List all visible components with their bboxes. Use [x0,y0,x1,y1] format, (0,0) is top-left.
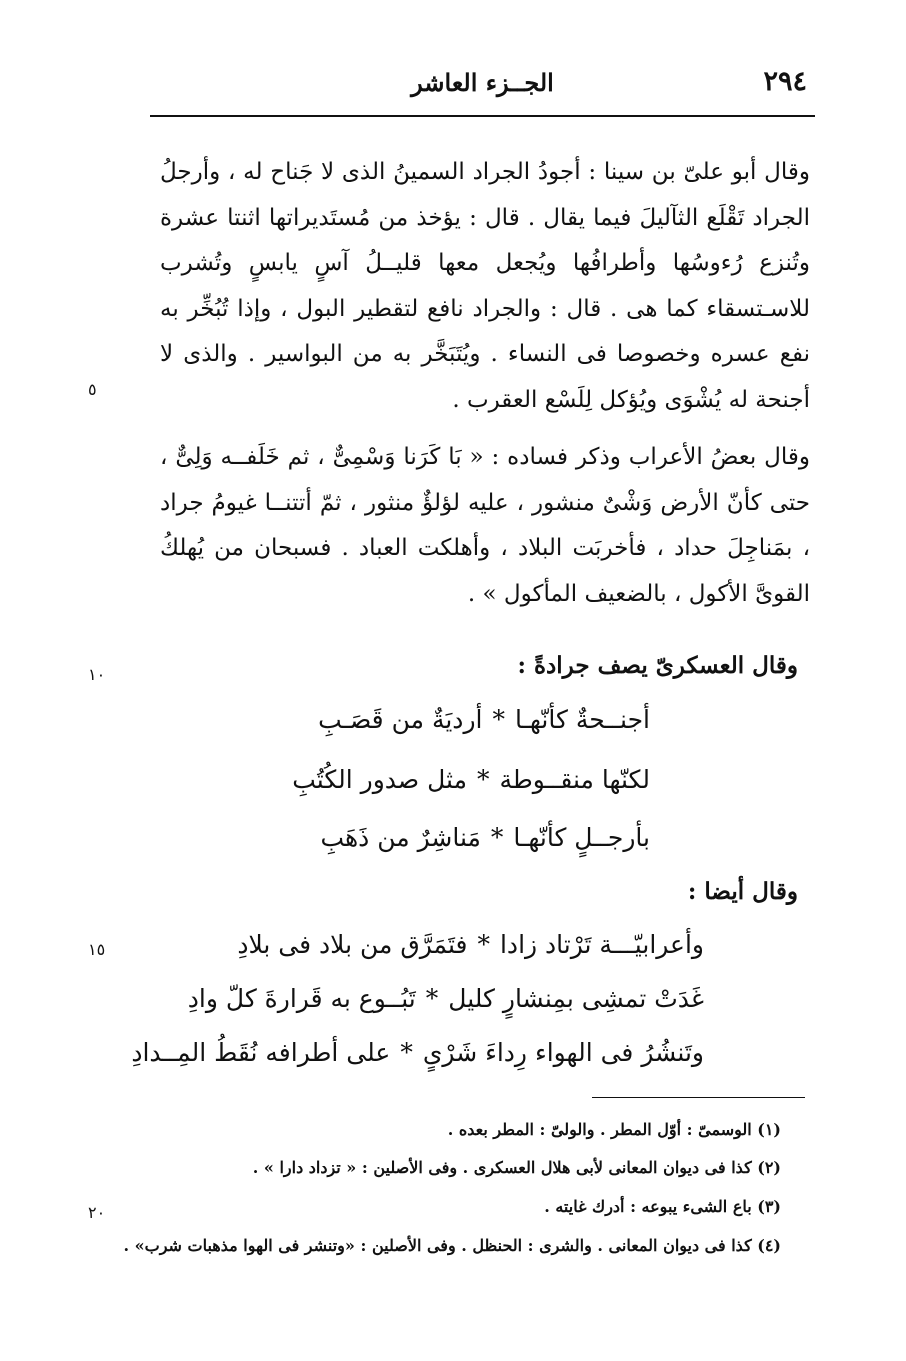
footnote-rule [592,1097,805,1098]
paragraph-ibn-sina: وقال أبو علىّ بن سينا : أجودُ الجراد السمينُ الذى لا جَناح له ، وأرجلُ الجراد تَقْلَع الثآليلَ فيما يقال . قال : يؤخذ من مُستَديراتها اثنتا عشرة وتُنزع رُءوسُها وأطرافُها ويُجعل معها قليــلُ آسٍ يابسٍ وتُشرب للاسـتسقاء كما هى . قال : والجراد نافع لتقطير البول ، وإذا تُبُخِّر به نفع عسره وخصوصا فى النساء . ويُتَبَخَّر به من البواسير . والذى لا أجنحة له يُشْوَى ويُؤكل لِلَسْع العقرب . [160,159,810,413]
poem1-intro: وقال العسكرىّ يصف جرادةً : [517,652,798,679]
footnote-4: (٤) كذا فى ديوان المعانى . والشرى : الحنظل . وفى الأصلين : «وتنشر فى الهوا مذهبات شرب» . [123,1236,781,1255]
verse-separator: * [477,930,490,959]
hemistich-first: وأعرابيّـــة تَرْتاد زادا [499,930,704,959]
verse-separator: * [492,705,505,734]
page-header [150,66,815,110]
poem2-verse-3 [131,1038,704,1067]
running-title: الجــزء العاشر [411,68,554,97]
poem1-verse-1 [318,705,650,734]
page-number: ٢٩٤ [763,66,807,97]
poem2-intro: وقال أيضا : [687,878,798,905]
hemistich-second: مَناشِرٌ من ذَهَبِ [320,823,481,852]
hemistich-second: مثل صدور الكُتُبِ [292,765,467,794]
verse-separator: * [425,984,439,1013]
hemistich-second: أرديَةٌ من قَصَـبِ [318,705,483,734]
footnote-1: (١) الوسمىّ : أوّل المطر . والولىّ : المطر بعده . [447,1120,781,1139]
margin-line-number: ٢٠ [88,1203,106,1222]
header-rule [150,115,815,117]
paragraph-bedouin: وقال بعضُ الأعراب وذكر فساده : « بَا كَرَنا وَسْمِىٌّ ، ثم خَلَفــه وَلِىٌّ ، حتى كأنّ الأرض وَشْىٌ منشور ، عليه لؤلؤٌ منثور ، ثمّ أتتنــا غيومُ جراد ، بمَناجِلَ حداد ، فأخربَت البلاد ، وأهلكت العباد . فسبحان من يُهلكُ القوىَّ الأكول ، بالضعيف المأكول » . [160,444,810,607]
footnote-2: (٢) كذا فى ديوان المعانى لأبى هلال العسكرى . وفى الأصلين : « تزداد دارا » . [252,1158,781,1177]
hemistich-first: بأرجــلٍ كأنّهـا [513,823,650,852]
margin-line-number: ١٥ [88,940,106,959]
verse-separator: * [400,1038,413,1067]
prose-block [160,150,810,617]
margin-line-number: ٥ [88,380,97,399]
verse-separator: * [476,765,490,794]
hemistich-first: لكنّها منقــوطة [499,765,650,794]
hemistich-second: تَبُــوع به قَرارةَ كلّ وادِ [187,984,416,1013]
poem1-verse-3 [320,823,650,852]
poem2-verse-2 [188,984,704,1013]
hemistich-first: أجنــحةٌ كأنّهـا [514,705,650,734]
hemistich-first: وتَنشُرُ فى الهواء رِداءَ شَرْىٍ [422,1038,704,1067]
poem1-verse-2 [292,765,650,794]
footnote-3: (٣) باع الشىء يبوعه : أدرك غايته . [544,1197,781,1216]
hemistich-second: فتَمَرَّق من بلاد فى بلادِ [237,930,468,959]
poem2-verse-1 [237,930,704,959]
hemistich-second: على أطرافه نُقَطُ المِــدادِ [131,1038,391,1067]
verse-separator: * [490,823,504,852]
hemistich-first: غَدَتْ تمشِى بمِنشارٍ كليل [448,984,704,1013]
margin-line-number: ١٠ [88,665,106,684]
